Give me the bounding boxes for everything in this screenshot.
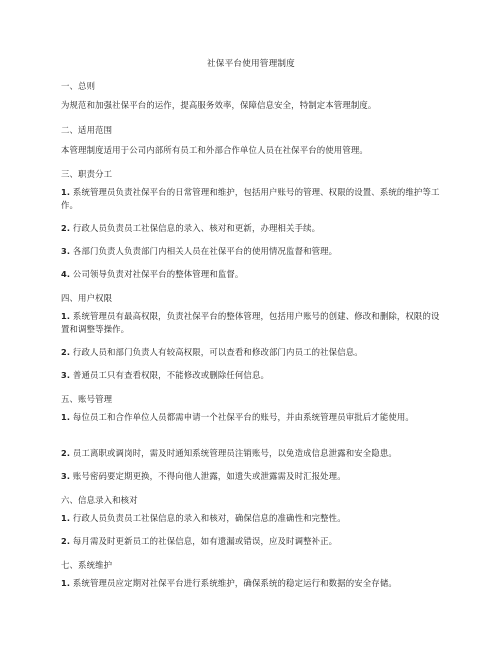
section-heading: 七、系统维护 [61,560,113,570]
paragraph-text: 每位员工和合作单位人员都需申请一个社保平台的账号，并由系统管理员审批后才能使用。 [72,412,414,422]
paragraph-text: 本管理制度适用于公司内部所有员工和外部合作单位人员在社保平台的使用管理。 [61,145,368,155]
item-number: 3. [61,370,71,380]
paragraph-text: 行政人员和部门负责人有较高权限，可以查看和修改部门内员工的社保信息。 [72,347,363,357]
section-heading: 一、总则 [61,81,96,91]
paragraph-text: 公司领导负责对社保平台的整体管理和监督。 [72,269,244,279]
paragraph [61,268,443,281]
paragraph [61,346,443,359]
item-number: 3. [61,246,71,256]
section-heading: 二、适用范围 [61,125,113,135]
item-number: 2. [61,347,71,357]
item-number: 4. [61,269,71,279]
item-number: 2. [61,223,71,233]
paragraph [61,411,443,424]
paragraph-text: 系统管理员负责社保平台的日常管理和维护，包括用户账号的管理、权限的设置、系统的维护等工作。 [61,187,440,210]
paragraph [61,245,443,258]
paragraph [61,186,443,212]
paragraph [61,99,443,112]
paragraph-text: 行政人员负责员工社保信息的录入、核对和更新，办理相关手续。 [72,223,321,233]
item-number: 1. [61,311,71,321]
section-heading: 三、职责分工 [61,169,113,179]
paragraph-text: 为规范和加强社保平台的运作，提高服务效率，保障信息安全，特制定本管理制度。 [61,100,377,110]
paragraph-text: 员工离职或调岗时，需及时通知系统管理员注销账号，以免造成信息泄露和安全隐患。 [72,448,397,458]
page-title: 社保平台使用管理制度 [207,59,295,69]
paragraph-text: 每月需及时更新员工的社保信息，如有遗漏或错误，应及时调整补正。 [72,536,338,546]
paragraph [61,447,443,460]
paragraph [61,512,443,525]
paragraph [61,369,443,382]
paragraph [61,144,443,157]
paragraph-text: 各部门负责人负责部门内相关人员在社保平台的使用情况监督和管理。 [72,246,338,256]
section-heading: 四、用户权限 [61,293,113,303]
paragraph-text: 系统管理员应定期对社保平台进行系统维护，确保系统的稳定运行和数据的安全存储。 [72,578,397,588]
paragraph-text: 普通员工只有查看权限，不能修改或删除任何信息。 [72,370,269,380]
item-number: 1. [61,578,71,588]
paragraph [61,310,443,336]
paragraph [61,577,443,590]
paragraph [61,222,443,235]
section-heading: 五、账号管理 [61,394,113,404]
item-number: 1. [61,513,71,523]
paragraph-text: 账号密码要定期更换，不得向他人泄露，如遗失或泄露需及时汇报处理。 [72,471,346,481]
paragraph-text: 系统管理员有最高权限，负责社保平台的整体管理，包括用户账号的创建、修改和删除，权限的设置和调整等操作。 [61,311,440,334]
paragraph-text: 行政人员负责员工社保信息的录入和核对，确保信息的准确性和完整性。 [72,513,346,523]
item-number: 1. [61,187,71,197]
item-number: 3. [61,471,71,481]
item-number: 2. [61,536,71,546]
item-number: 2. [61,448,71,458]
item-number: 1. [61,412,71,422]
paragraph [61,470,443,483]
paragraph [61,535,443,548]
section-heading: 六、信息录入和核对 [61,495,138,505]
